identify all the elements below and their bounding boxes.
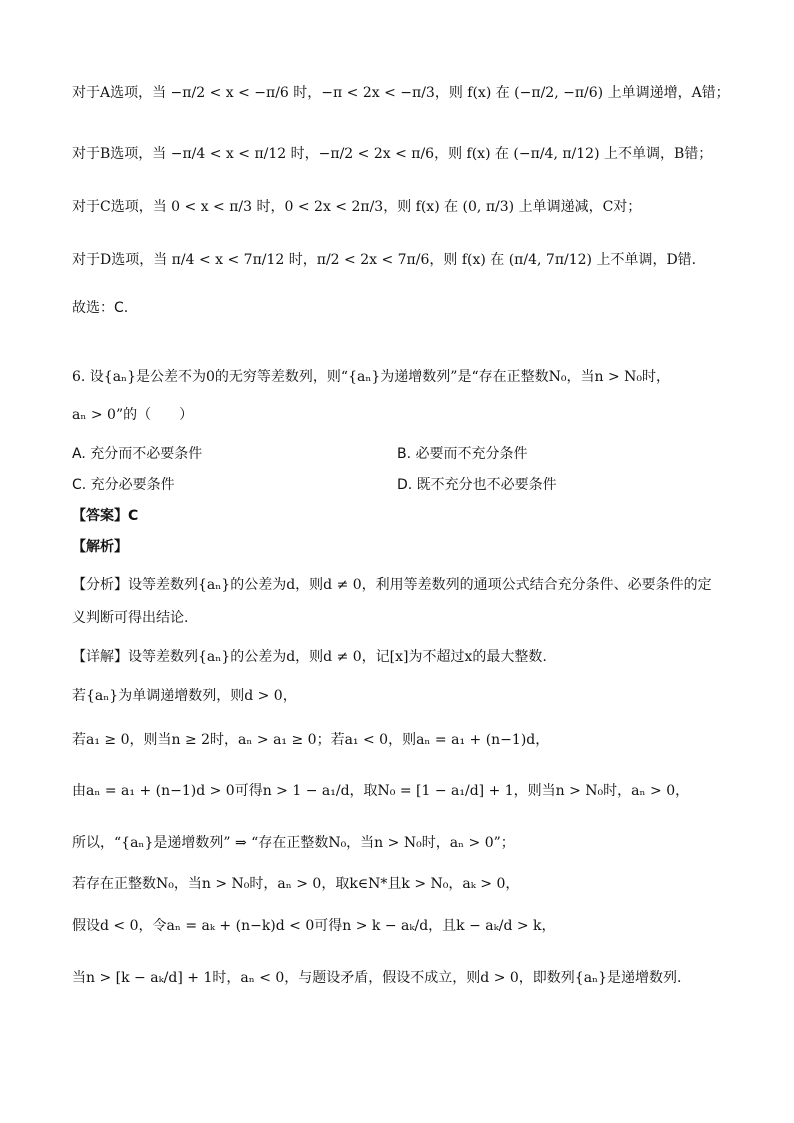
detail-line-6: 若存在正整数N₀，当n > N₀时，aₙ > 0，取k∈N*且k > N₀，aₖ > 0，	[72, 876, 520, 892]
answer-label: 【答案】C	[72, 508, 139, 524]
option-c: C. 充分必要条件	[72, 477, 175, 493]
solution-line-b: 对于B选项，当 −π/4 < x < π/12 时，−π/2 < 2x < π/6，则 f(x) 在 (−π/4, π/12) 上不单调，B错；	[72, 146, 713, 162]
option-b: B. 必要而不充分条件	[397, 446, 528, 462]
detail-line-2: 若{aₙ}为单调递增数列，则d > 0，	[72, 688, 297, 704]
analysis-label: 【解析】	[72, 539, 128, 555]
solution-line-d: 对于D选项，当 π/4 < x < 7π/12 时，π/2 < 2x < 7π/6，则 f(x) 在 (π/4, 7π/12) 上不单调，D错.	[72, 252, 697, 268]
answer-choice-line: 故选：C.	[72, 300, 129, 316]
detail-line-7: 假设d < 0，令aₙ = aₖ + (n−k)d < 0可得n > k − aₖ/d，且k − aₖ/d > k，	[72, 918, 556, 934]
question-6-stem-cont: aₙ > 0”的（ ）	[72, 407, 194, 423]
question-6-stem: 6. 设{aₙ}是公差不为0的无穷等差数列，则“{aₙ}为递增数列”是“存在正整数N₀，当n > N₀时，	[72, 369, 670, 385]
option-a: A. 充分而不必要条件	[72, 446, 203, 462]
solution-line-c: 对于C选项，当 0 < x < π/3 时，0 < 2x < 2π/3，则 f(x) 在 (0, π/3) 上单调递减，C对；	[72, 199, 642, 215]
detail-line-5: 所以，“{aₙ}是递增数列” ⇒ “存在正整数N₀，当n > N₀时，aₙ > 0”；	[72, 835, 515, 851]
option-d: D. 既不充分也不必要条件	[397, 477, 557, 493]
detail-line-1: 【详解】设等差数列{aₙ}的公差为d，则d ≠ 0，记[x]为不超过x的最大整数.	[72, 649, 547, 665]
detail-line-8: 当n > [k − aₖ/d] + 1时，aₙ < 0，与题设矛盾，假设不成立，则d > 0，即数列{aₙ}是递增数列.	[72, 970, 682, 986]
detail-line-4: 由aₙ = a₁ + (n−1)d > 0可得n > 1 − a₁/d，取N₀ = [1 − a₁/d] + 1，则当n > N₀时，aₙ > 0，	[72, 783, 690, 799]
solution-line-a: 对于A选项，当 −π/2 < x < −π/6 时，−π < 2x < −π/3，则 f(x) 在 (−π/2, −π/6) 上单调递增，A错；	[72, 85, 730, 101]
analysis-line-2: 义判断可得出结论.	[72, 610, 189, 626]
analysis-line-1: 【分析】设等差数列{aₙ}的公差为d，则d ≠ 0，利用等差数列的通项公式结合充分条件、必要条件的定	[72, 577, 712, 593]
detail-line-3: 若a₁ ≥ 0，则当n ≥ 2时，aₙ > a₁ ≥ 0；若a₁ < 0，则aₙ = a₁ + (n−1)d，	[72, 732, 550, 748]
